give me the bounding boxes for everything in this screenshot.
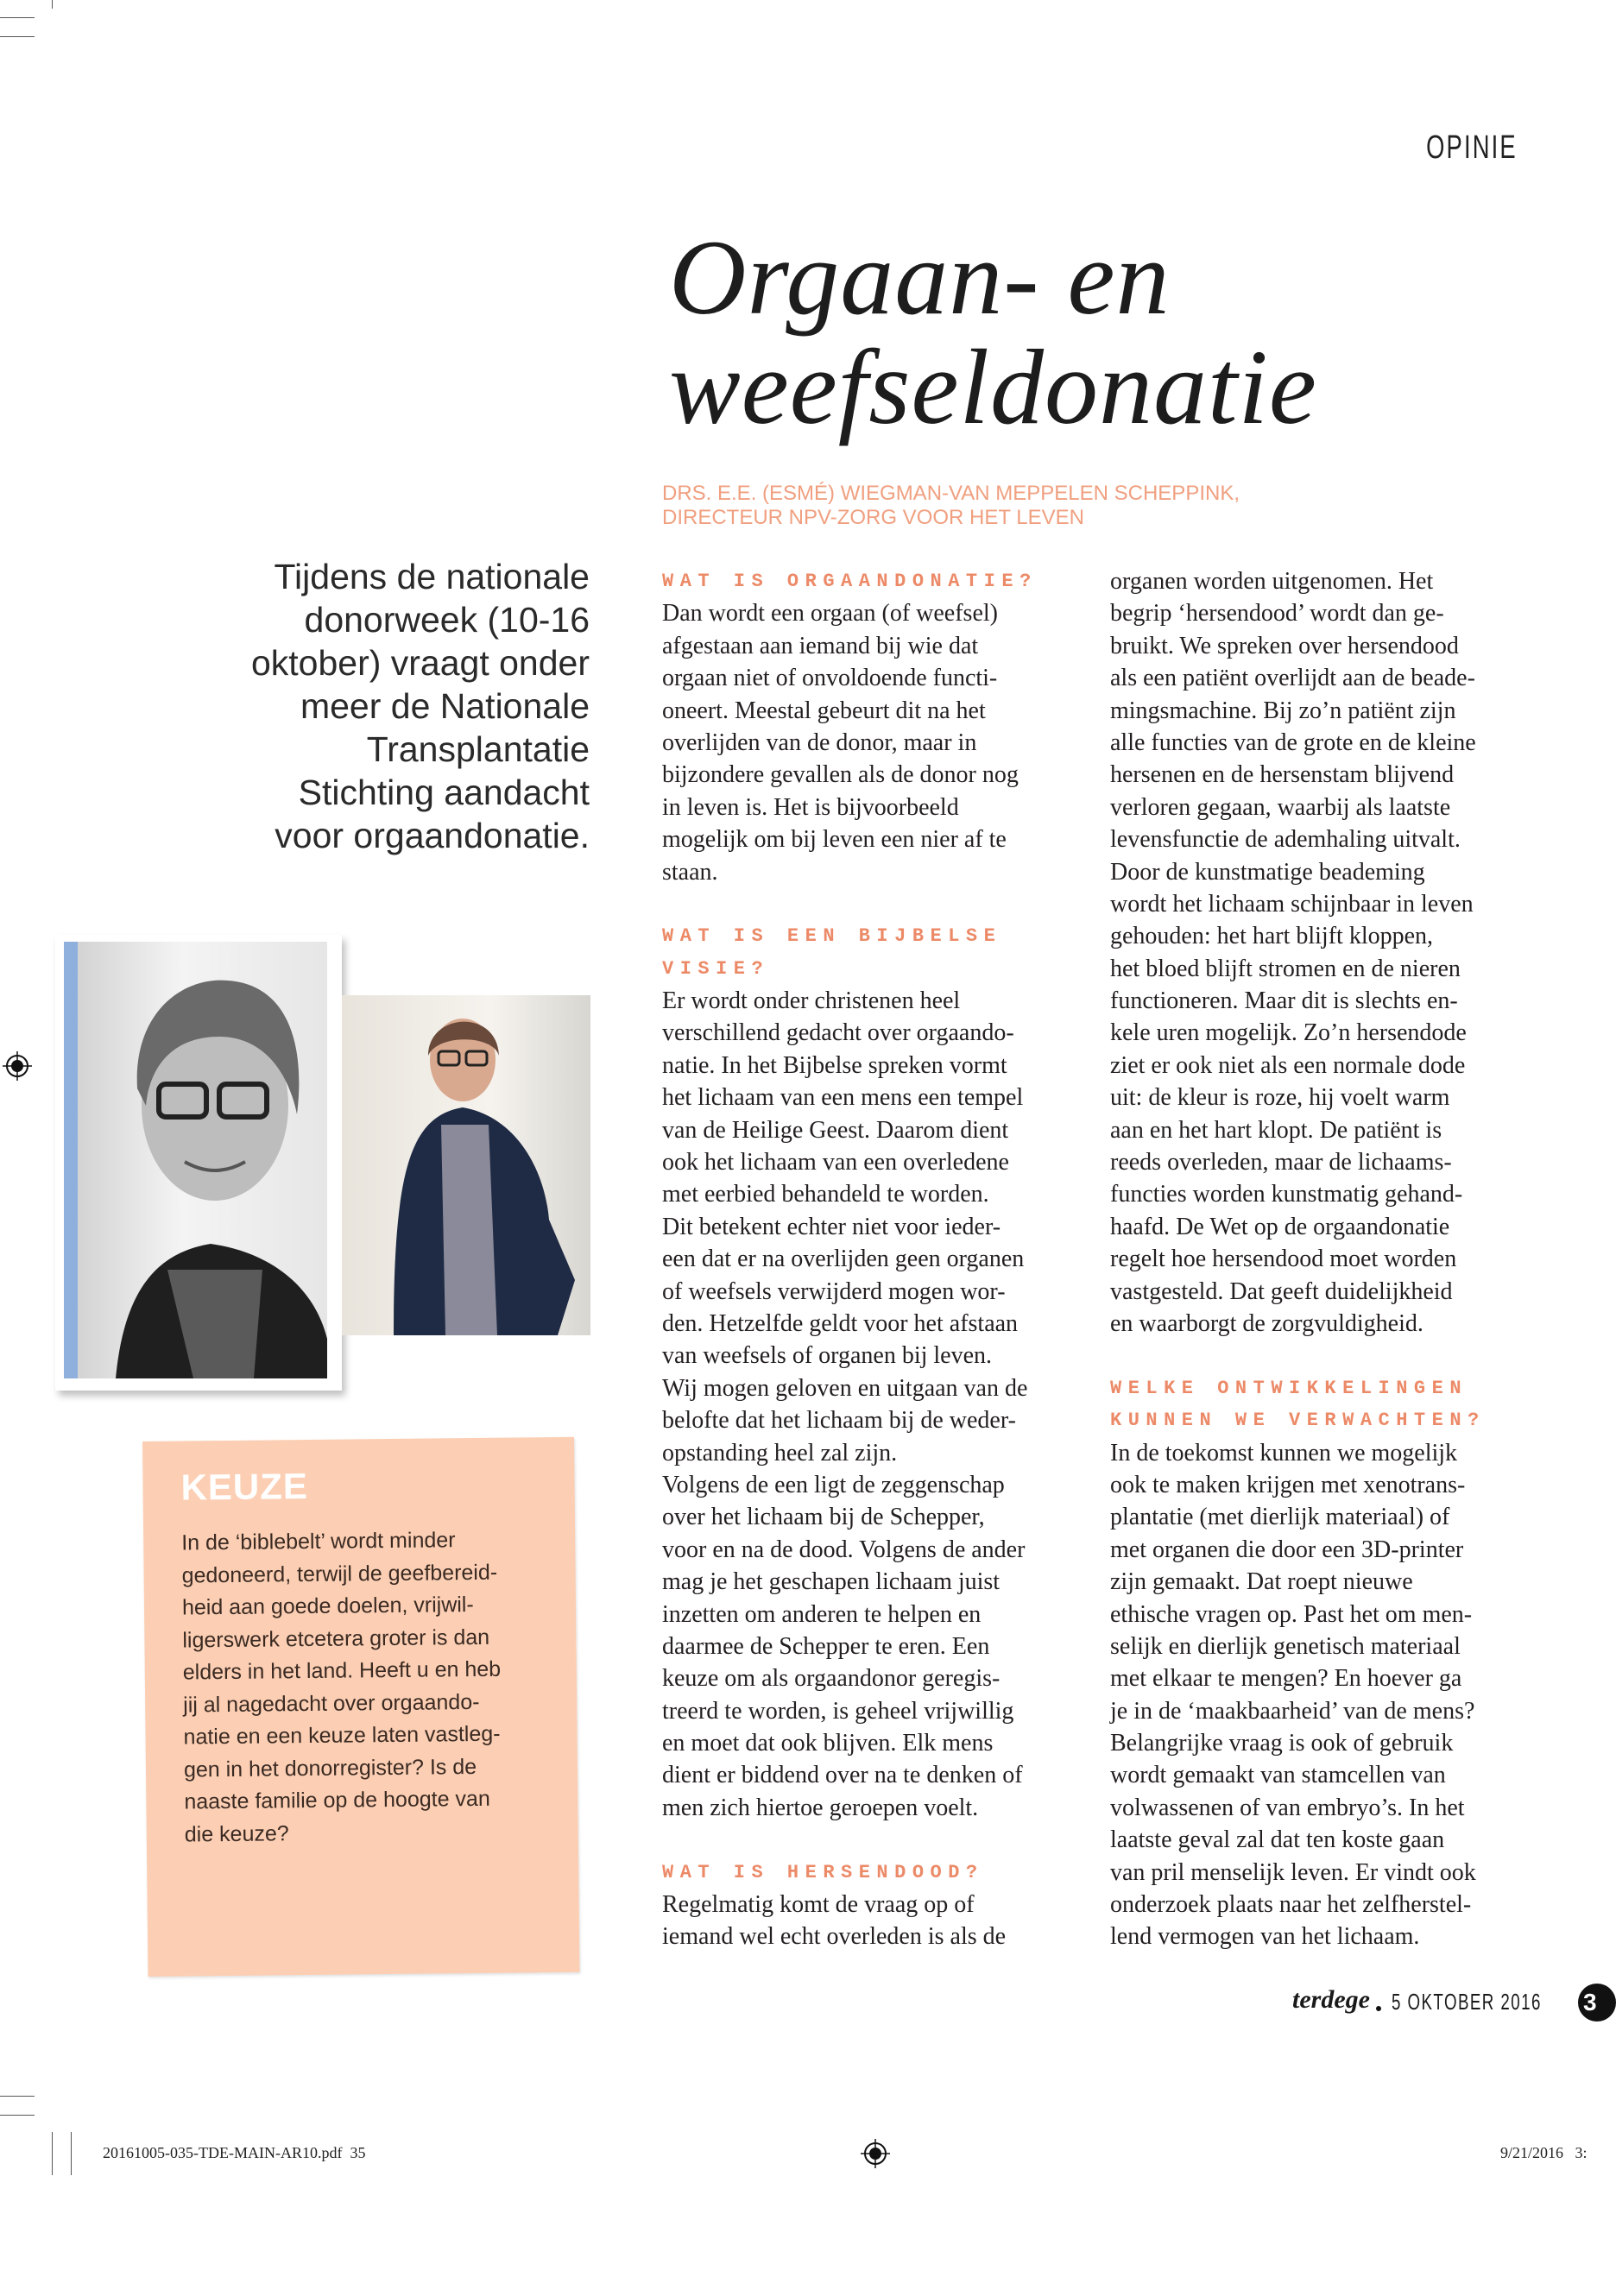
body-text-line: daarmee de Schepper te eren. Een xyxy=(662,1632,990,1660)
body-text-line: in leven is. Het is bijvoorbeeld xyxy=(662,793,959,821)
keuze-line: heid aan goede doelen, vrijwil- xyxy=(181,1592,474,1620)
title-line: Orgaan- en xyxy=(669,218,1171,337)
body-text-line: Er wordt onder christenen heel xyxy=(662,987,961,1015)
body-text-line: Regelmatig komt de vraag op of xyxy=(662,1891,975,1919)
article-column-2 xyxy=(1110,565,1524,1953)
pull-quote xyxy=(141,555,590,857)
print-date-info xyxy=(1500,2144,1588,2162)
body-text-line: dient er biddend over na te denken of xyxy=(662,1762,1023,1789)
body-text-line: over het lichaam bij de Schepper, xyxy=(662,1504,985,1531)
body-text-line: belofte dat het lichaam bij de weder- xyxy=(662,1407,1016,1435)
body-text-line: orgaan niet of onvoldoende functi- xyxy=(662,665,998,692)
file-name: 20161005-035-TDE-MAIN-AR10.pdf xyxy=(103,2144,343,2161)
body-text-line: ook het lichaam van een overledene xyxy=(662,1149,1009,1176)
registration-mark-icon xyxy=(861,2139,890,2168)
keuze-line: naaste familie op de hoogte van xyxy=(184,1786,490,1814)
print-file-info xyxy=(103,2144,365,2162)
body-text-line: hersenen en de hersenstam blijvend xyxy=(1110,761,1455,789)
body-text-line: verschillend gedacht over orgaando- xyxy=(662,1019,1014,1047)
body-text-line: bruikt. We spreken over hersendood xyxy=(1110,632,1459,659)
body-text-line: iemand wel echt overleden is als de xyxy=(662,1923,1007,1951)
section-heading: WAT IS HERSENDOOD? xyxy=(662,1861,984,1883)
keuze-line: gen in het donorregister? Is de xyxy=(183,1754,477,1782)
body-text-line: als een patiënt overlijdt aan de beade- xyxy=(1110,665,1475,692)
body-text-line: Door de kunstmatige beademing xyxy=(1110,858,1425,886)
body-text-line: mingsmachine. Bij zo’n patiënt zijn xyxy=(1110,697,1456,724)
body-text-line: ethische vragen op. Past het om men- xyxy=(1110,1600,1473,1628)
crop-mark xyxy=(0,2115,35,2116)
issue-date: 5 OKTOBER 2016 xyxy=(1392,1989,1542,2015)
body-text-line: alle functies van de grote en de kleine xyxy=(1110,729,1476,756)
body-text-line: functies worden kunstmatig gehand- xyxy=(1110,1181,1463,1208)
body-text-line: staan. xyxy=(662,858,718,886)
body-text-line: van pril menselijk leven. Er vindt ook xyxy=(1110,1858,1476,1886)
portrait-image xyxy=(64,942,327,1378)
body-text-line: oneert. Meestal gebeurt dit na het xyxy=(662,697,986,724)
body-text-line: uit: de kleur is roze, hij voelt warm xyxy=(1110,1084,1450,1112)
magazine-logo: terdege xyxy=(1292,1985,1370,2014)
portrait-image xyxy=(342,995,590,1335)
body-text-line: organen worden uitgenomen. Het xyxy=(1110,568,1434,595)
crop-mark xyxy=(0,36,35,37)
keuze-line: ligerswerk etcetera groter is dan xyxy=(182,1624,490,1653)
pull-quote-line: Transplantatie xyxy=(366,729,590,769)
body-text-line: wordt het lichaam schijnbaar in leven xyxy=(1110,890,1474,918)
body-text-line: ziet er ook niet als een normale dode xyxy=(1110,1051,1466,1079)
keuze-line: die keuze? xyxy=(184,1820,289,1847)
pull-quote-line: voor orgaandonatie. xyxy=(275,816,590,855)
body-text-line: volwassenen of van embryo’s. In het xyxy=(1110,1794,1465,1821)
page-number: 3 xyxy=(1578,1984,1616,2022)
body-text-line: Belangrijke vraag is ook of gebruik xyxy=(1110,1730,1454,1757)
body-text-line: overlijden van de donor, maar in xyxy=(662,729,977,756)
body-text-line: regelt hoe hersendood moet worden xyxy=(1110,1246,1457,1273)
body-text-line: Dan wordt een orgaan (of weefsel) xyxy=(662,600,998,628)
body-text-line: levensfunctie de ademhaling uitvalt. xyxy=(1110,826,1461,854)
crop-mark xyxy=(71,2132,72,2175)
section-heading: VISIE? xyxy=(662,957,770,980)
body-text-line: met eerbied behandeld te worden. xyxy=(662,1181,989,1208)
body-text-line: een dat er na overlijden geen organen xyxy=(662,1246,1025,1273)
body-text-line: laatste geval zal dat ten koste gaan xyxy=(1110,1826,1445,1854)
pull-quote-line: donorweek (10-16 xyxy=(304,600,590,640)
keuze-body xyxy=(181,1524,502,1851)
body-text-line: men zich hiertoe geroepen voelt. xyxy=(662,1794,979,1821)
body-text-line: zijn gemaakt. Dat roept nieuwe xyxy=(1110,1568,1413,1596)
body-text-line: Wij mogen geloven en uitgaan van de xyxy=(662,1374,1028,1402)
body-text-line: aan en het hart klopt. De patiënt is xyxy=(1110,1116,1442,1144)
body-text-line: mogelijk om bij leven een nier af te xyxy=(662,826,1007,854)
pull-quote-line: oktober) vraagt onder xyxy=(250,643,590,683)
body-text-line: functioneren. Maar dit is slechts en- xyxy=(1110,987,1458,1015)
body-text-line: kele uren mogelijk. Zo’n hersendode xyxy=(1110,1019,1467,1047)
body-text-line: gehouden: het hart blijft kloppen, xyxy=(1110,923,1434,950)
print-time: 3: xyxy=(1575,2144,1588,2161)
crop-mark xyxy=(0,2096,35,2097)
pull-quote-line: Tijdens de nationale xyxy=(274,557,590,596)
body-text-line: het bloed blijft stromen en de nieren xyxy=(1110,955,1461,982)
section-heading: KUNNEN WE VERWACHTEN? xyxy=(1110,1410,1486,1432)
paragraph-spacer xyxy=(662,1824,1076,1856)
bullet-icon xyxy=(1376,2006,1381,2011)
body-text-line: ook te maken krijgen met xenotrans- xyxy=(1110,1471,1466,1498)
pull-quote-line: Stichting aandacht xyxy=(298,773,590,812)
body-text-line: en waarborgt de zorgvuldigheid. xyxy=(1110,1309,1423,1337)
body-text-line: inzetten om anderen te helpen en xyxy=(662,1600,982,1628)
body-text-line: afgestaan aan iemand bij wie dat xyxy=(662,632,979,659)
title-line: weefseldonatie xyxy=(669,328,1317,446)
print-date: 9/21/2016 xyxy=(1500,2144,1564,2161)
article-column-1 xyxy=(662,565,1076,1953)
keuze-line: natie en een keuze laten vastleg- xyxy=(183,1721,501,1750)
byline xyxy=(662,482,1240,530)
body-text-line: reeds overleden, maar de lichaams- xyxy=(1110,1149,1452,1176)
body-text-line: van de Heilige Geest. Daarom dient xyxy=(662,1116,1009,1144)
body-text-line: mag je het geschapen lichaam juist xyxy=(662,1568,1001,1596)
body-text-line: met organen die door een 3D-printer xyxy=(1110,1536,1464,1563)
body-text-line: plantatie (met dierlijk materiaal) of xyxy=(1110,1504,1450,1531)
body-text-line: je in de ‘maakbaarheid’ van de mens? xyxy=(1110,1697,1475,1725)
body-text-line: met elkaar te mengen? En hoever ga xyxy=(1110,1665,1462,1693)
body-text-line: voor en na de dood. Volgens de ander xyxy=(662,1536,1026,1563)
body-text-line: Dit betekent echter niet voor ieder- xyxy=(662,1213,1001,1240)
crop-mark xyxy=(0,17,35,18)
body-text-line: bijzondere gevallen als de donor nog xyxy=(662,761,1019,789)
body-text-line: den. Hetzelfde geldt voor het afstaan xyxy=(662,1309,1019,1337)
body-text-line: lend vermogen van het lichaam. xyxy=(1110,1923,1420,1951)
registration-mark-icon xyxy=(3,1051,32,1081)
article-title xyxy=(669,218,1317,446)
author-full-photo xyxy=(342,995,590,1335)
body-text-line: wordt gemaakt van stamcellen van xyxy=(1110,1762,1446,1789)
section-heading: WAT IS ORGAANDONATIE? xyxy=(662,571,1038,592)
body-text-line: vastgesteld. Dat geeft duidelijkheid xyxy=(1110,1277,1453,1305)
keuze-heading: KEUZE xyxy=(180,1465,309,1508)
body-text-line: treerd te worden, is geheel vrijwillig xyxy=(662,1697,1014,1725)
paragraph-spacer xyxy=(662,888,1076,920)
body-text-line: of weefsels verwijderd mogen wor- xyxy=(662,1277,1006,1305)
crop-mark xyxy=(52,0,53,9)
body-text-line: verloren gegaan, waarbij als laatste xyxy=(1110,793,1451,821)
author-role: DIRECTEUR NPV-ZORG VOOR HET LEVEN xyxy=(662,506,1084,529)
body-text-line: natie. In het Bijbelse spreken vormt xyxy=(662,1051,1007,1079)
section-heading: WELKE ONTWIKKELINGEN xyxy=(1110,1377,1468,1399)
body-text-line: keuze om als orgaandonor geregis- xyxy=(662,1665,1001,1693)
file-page: 35 xyxy=(350,2144,366,2161)
keuze-line: gedoneerd, terwijl de geefbereid- xyxy=(181,1560,498,1588)
paragraph-spacer xyxy=(1110,1340,1524,1372)
body-text-line: haafd. De Wet op de orgaandonatie xyxy=(1110,1213,1450,1240)
pull-quote-line: meer de Nationale xyxy=(300,686,590,726)
author-name: DRS. E.E. (ESMÉ) WIEGMAN-VAN MEPPELEN SCHEPPINK, xyxy=(662,482,1240,505)
keuze-line: elders in het land. Heeft u en heb xyxy=(182,1656,502,1685)
keuze-sidebar-box xyxy=(142,1437,579,1977)
body-text-line: opstanding heel zal zijn. xyxy=(662,1439,898,1467)
body-text-line: selijk en dierlijk genetisch materiaal xyxy=(1110,1632,1461,1660)
section-heading: WAT IS EEN BIJBELSE xyxy=(662,925,1002,948)
body-text-line: begrip ‘hersendood’ wordt dan ge- xyxy=(1110,600,1444,628)
body-text-line: In de toekomst kunnen we mogelijk xyxy=(1110,1439,1458,1467)
keuze-line: In de ‘biblebelt’ wordt minder xyxy=(181,1528,456,1555)
keuze-line: jij al nagedacht over orgaando- xyxy=(183,1689,480,1718)
section-label: OPINIE xyxy=(1426,129,1518,166)
body-text-line: Volgens de een ligt de zeggenschap xyxy=(662,1471,1005,1498)
body-text-line: van weefsels of organen bij leven. xyxy=(662,1342,993,1370)
crop-mark xyxy=(52,2132,53,2175)
body-text-line: onderzoek plaats naar het zelfherstel- xyxy=(1110,1891,1472,1919)
author-portrait-photo xyxy=(55,935,342,1391)
body-text-line: en moet dat ook blijven. Elk mens xyxy=(662,1730,994,1757)
body-text-line: het lichaam van een mens een tempel xyxy=(662,1084,1024,1112)
